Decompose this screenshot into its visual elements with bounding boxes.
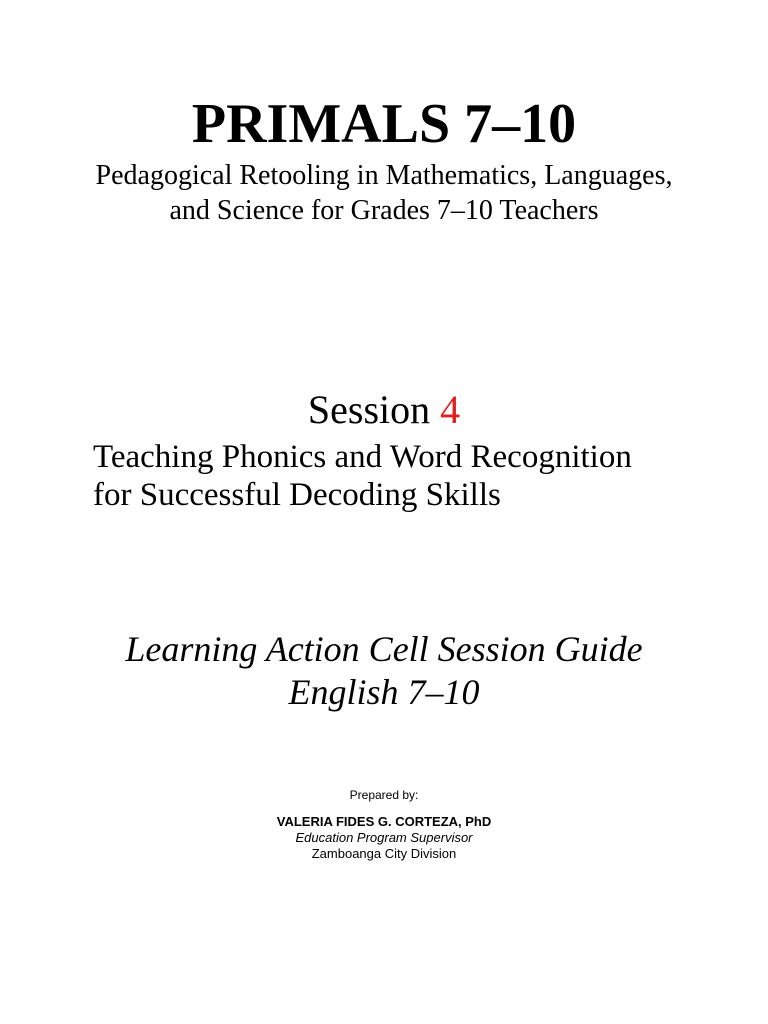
session-heading: [0, 386, 768, 434]
guide-line-2: English 7–10: [288, 672, 480, 712]
document-subtitle: [0, 158, 768, 228]
topic-line-1: Teaching Phonics and Word Recognition: [93, 439, 632, 475]
subtitle-line-2: and Science for Grades 7–10 Teachers: [169, 195, 599, 226]
session-label: Session: [307, 387, 431, 432]
session-number: 4: [440, 387, 461, 432]
guide-title: [0, 628, 768, 714]
author-position: Education Program Supervisor: [295, 830, 473, 845]
guide-line-1: Learning Action Cell Session Guide: [125, 629, 643, 669]
subtitle-line-1: Pedagogical Retooling in Mathematics, Languages,: [95, 160, 673, 191]
author-division: Zamboanga City Division: [311, 846, 457, 861]
session-topic: [93, 438, 753, 514]
topic-line-2: for Successful Decoding Skills: [93, 477, 501, 513]
author-name: VALERIA FIDES G. CORTEZA, PhD: [276, 814, 492, 829]
document-title: PRIMALS 7–10: [191, 93, 577, 155]
prepared-by-label: Prepared by:: [349, 788, 419, 802]
